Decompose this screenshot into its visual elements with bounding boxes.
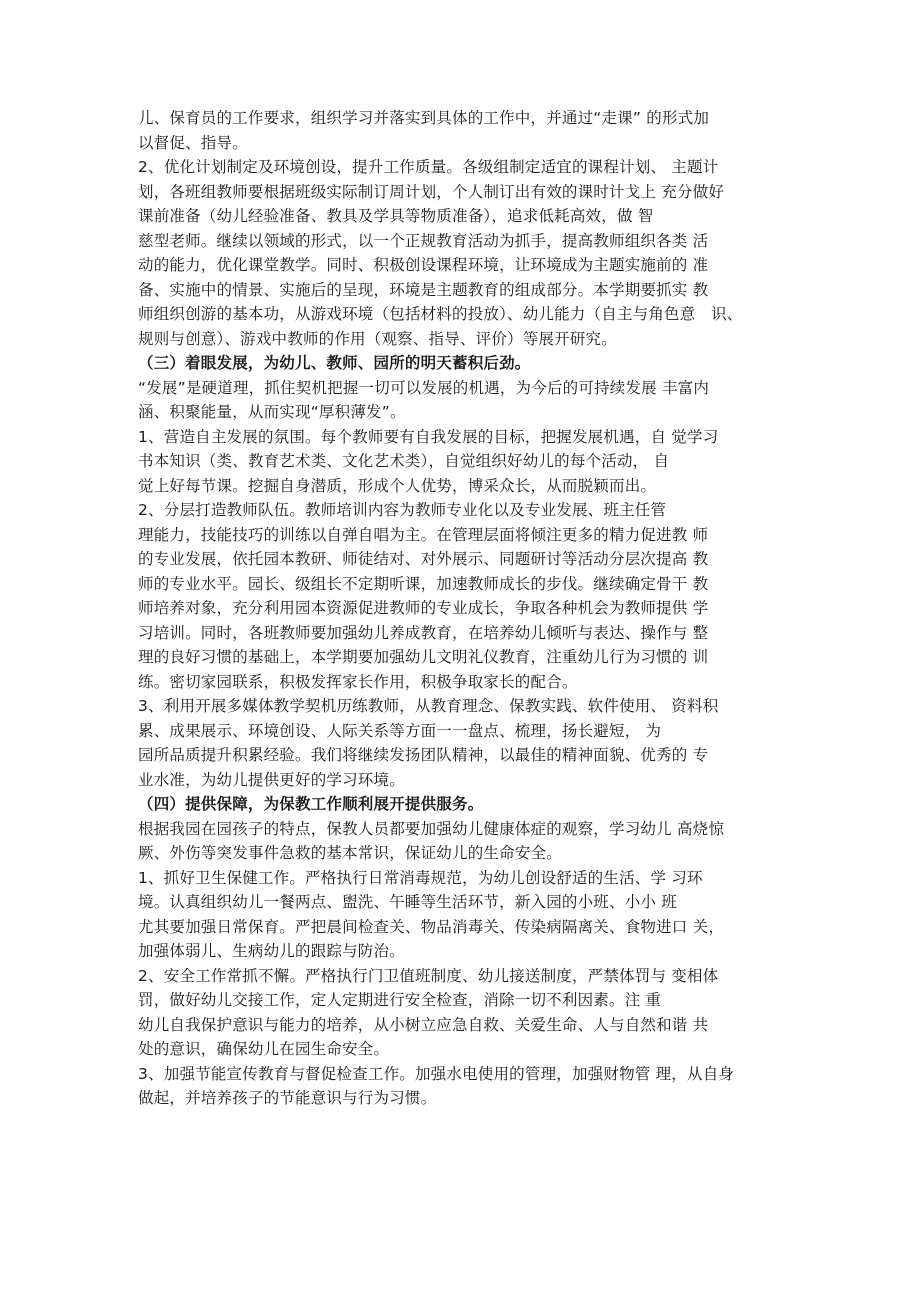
- text-line: 2、安全工作常抓不懈。严格执行门卫值班制度、幼儿接送制度，严禁体罚与 变相体: [138, 966, 719, 985]
- text-line: 3、利用开展多媒体教学契机历练教师，从教育理念、保教实践、软件使用、 资料积: [138, 697, 719, 715]
- section-heading: （四）提供保障，为保教工作顺利展开提供服务。: [138, 795, 484, 813]
- text-line: 罚，做好幼儿交接工作，定人定期进行安全检查，消除一切不利因素。注 重: [138, 991, 662, 1009]
- text-line: 练。密切家园联系，积极发挥家长作用，积极争取家长的配合。: [138, 672, 578, 691]
- text-line: 动的能力，优化课堂教学。同时、积极创设课程环境，让环境成为主题实施前的 准: [138, 256, 709, 274]
- text-line: 境。认真组织幼儿一餐两点、盥洗、午睡等生活环节，新入园的小班、小小 班: [138, 893, 677, 911]
- text-line: 慈型老师。继续以领域的形式，以一个正规教育活动为抓手，提高教师组织各类 活: [138, 231, 709, 250]
- text-line: 师组织创游的基本功，从游戏环境（包括材料的投放）、幼儿能力（自主与角色意 识、: [138, 305, 743, 323]
- text-line: “发展”是硬道理，抓住契机把握一切可以发展的机遇，为今后的可持续发展 丰富内: [138, 378, 710, 397]
- text-line: 的专业发展，依托园本教研、师徒结对、对外展示、同题研讨等活动分层次提高 教: [138, 550, 709, 568]
- text-line: 理的良好习惯的基础上，本学期要加强幼儿文明礼仪教育，注重幼儿行为习惯的 训: [138, 648, 709, 666]
- text-line: 根据我园在园孩子的特点，保教人员都要加强幼儿健康体症的观察，学习幼儿 高烧惊: [138, 819, 725, 838]
- text-line: 以督促、指导。: [138, 133, 248, 152]
- text-line: 理能力，技能技巧的训练以自弹自唱为主。在管理层面将倾注更多的精力促进教 师: [138, 525, 709, 544]
- text-line: 处的意识，确保幼儿在园生命安全。: [138, 1040, 390, 1058]
- text-line: 2、优化计划制定及环境创设，提升工作质量。各级组制定适宜的课程计划、 主题计: [138, 158, 719, 176]
- text-line: 厥、外伤等突发事件急救的基本常识，保证幼儿的生命安全。: [138, 844, 562, 862]
- text-line: 幼儿自我保护意识与能力的培养，从小树立应急自救、关爱生命、人与自然和谐 共: [138, 1015, 709, 1034]
- text-line: 3、加强节能宣传教育与督促检查工作。加强水电使用的管理，加强财物管 理，从自身: [138, 1064, 735, 1083]
- text-line: 儿、保育员的工作要求，组织学习并落实到具体的工作中，并通过“走课” 的形式加: [138, 109, 710, 127]
- text-line: 2、分层打造教师队伍。教师培训内容为教师专业化以及专业发展、班主任管: [138, 501, 667, 519]
- text-line: 师的专业水平。园长、级组长不定期听课，加速教师成长的步伐。继续确定骨干 教: [138, 574, 709, 593]
- text-line: 规则与创意）、游戏中教师的作用（观察、指导、评价）等展开研究。: [138, 329, 617, 348]
- text-line: 累、成果展示、环境创设、人际关系等方面一一盘点、梳理，扬长避短， 为: [138, 721, 662, 740]
- text-line: 课前准备（幼儿经验准备、教具及学具等物质准备），追求低耗高效，做 智: [138, 207, 654, 225]
- text-line: 加强体弱儿、生病幼儿的跟踪与防治。: [138, 942, 405, 960]
- text-line: 做起，并培养孩子的节能意识与行为习惯。: [138, 1089, 437, 1107]
- text-line: 尤其要加强日常保育。严把晨间检查关、物品消毒关、传染病隔离关、食物进口 关，: [138, 917, 725, 936]
- text-line: 书本知识（类、教育艺术类、文化艺术类），自觉组织好幼儿的每个活动， 自: [138, 452, 670, 470]
- document-body: [138, 106, 798, 1111]
- section-heading: （三）着眼发展，为幼儿、教师、园所的明天蓄积后劲。: [138, 354, 531, 372]
- text-line: 师培养对象，充分利用园本资源促进教师的专业成长，争取各种机会为教师提供 学: [138, 599, 709, 617]
- text-line: 1、营造自主发展的氛围。每个教师要有自我发展的目标，把握发展机遇，自 觉学习: [138, 427, 719, 446]
- text-line: 1、抓好卫生保健工作。严格执行日常消毒规范，为幼儿创设舒适的生活、学 习环: [138, 868, 703, 887]
- text-line: 备、实施中的情景、实施后的呈现，环境是主题教育的组成部分。本学期要抓实 教: [138, 280, 709, 299]
- text-line: 划，各班组教师要根据班级实际制订周计划，个人制订出有效的课时计戈上 充分做好: [138, 182, 725, 201]
- text-line: 园所品质提升积累经验。我们将继续发扬团队精神，以最佳的精神面貌、优秀的 专: [138, 746, 709, 764]
- text-line: 觉上好每节课。挖掘自身潜质，形成个人优势，博采众长，从而脱颖而出。: [138, 476, 657, 495]
- text-line: 习培训。同时，各班教师要加强幼儿养成教育，在培养幼儿倾听与表达、操作与 整: [138, 623, 709, 642]
- text-line: 涵、积聚能量，从而实现“厚积薄发”。: [138, 403, 406, 421]
- text-line: 业水准，为幼儿提供更好的学习环境。: [138, 770, 405, 789]
